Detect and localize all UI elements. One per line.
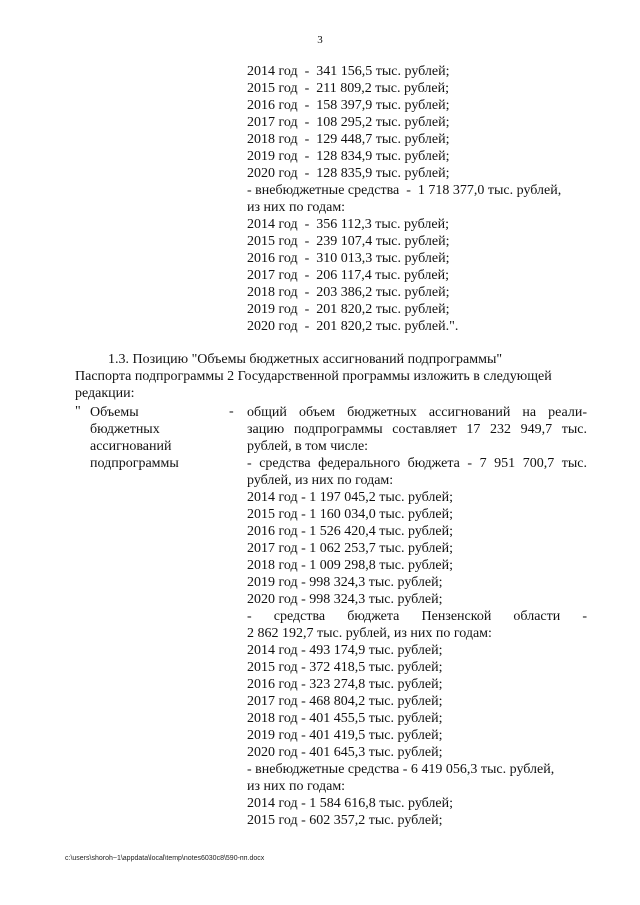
file-path-footer: c:\users\shoroh~1\appdata\local\temp\notes6030c8\590-пп.docx — [65, 855, 265, 862]
budget-line: 2014 год - 493 174,9 тыс. рублей; — [247, 643, 443, 658]
funding-line: 2019 год - 128 834,9 тыс. рублей; — [247, 149, 450, 164]
budget-line: 2014 год - 1 197 045,2 тыс. рублей; — [247, 490, 454, 505]
budget-line: 2020 год - 998 324,3 тыс. рублей; — [247, 592, 443, 607]
label-line: бюджетных — [90, 422, 160, 437]
budget-line: рублей, из них по годам: — [247, 473, 394, 488]
section-1-3-paragraph — [75, 351, 595, 402]
budget-line: рублей, в том числе: — [247, 439, 369, 454]
budget-line: 2017 год - 468 804,2 тыс. рублей; — [247, 694, 443, 709]
budget-line: - внебюджетные средства - 6 419 056,3 тыс. рублей, — [247, 762, 555, 777]
funding-line: 2016 год - 158 397,9 тыс. рублей; — [247, 98, 450, 113]
budget-line: 2018 год - 1 009 298,8 тыс. рублей; — [247, 558, 454, 573]
budget-line: 2015 год - 602 357,2 тыс. рублей; — [247, 813, 443, 828]
budget-line: - средства федерального бюджета - 7 951 700,7 тыс. — [247, 456, 587, 471]
funding-line: 2017 год - 206 117,4 тыс. рублей; — [247, 268, 449, 283]
budget-line: 2015 год - 372 418,5 тыс. рублей; — [247, 660, 443, 675]
funding-line: 2020 год - 128 835,9 тыс. рублей; — [247, 166, 450, 181]
budget-line: 2019 год - 401 419,5 тыс. рублей; — [247, 728, 443, 743]
budget-line: из них по годам: — [247, 779, 346, 794]
budget-line: 2020 год - 401 645,3 тыс. рублей; — [247, 745, 443, 760]
funding-line: - внебюджетные средства - 1 718 377,0 тыс. рублей, — [247, 183, 562, 198]
funding-line: 2014 год - 356 112,3 тыс. рублей; — [247, 217, 449, 232]
budget-line: 2 862 192,7 тыс. рублей, из них по годам: — [247, 626, 492, 641]
paragraph-line: редакции: — [75, 386, 135, 401]
budget-line: 2014 год - 1 584 616,8 тыс. рублей; — [247, 796, 454, 811]
paragraph-line: Паспорта подпрограммы 2 Государственной программы изложить в следующей — [75, 369, 552, 384]
label-line: подпрограммы — [90, 456, 179, 471]
budget-line: 2015 год - 1 160 034,0 тыс. рублей; — [247, 507, 454, 522]
funding-line: из них по годам: — [247, 200, 346, 215]
page-number: 3 — [317, 34, 323, 46]
funding-line: 2018 год - 129 448,7 тыс. рублей; — [247, 132, 450, 147]
budget-line: - средства бюджета Пензенской области - — [247, 609, 587, 624]
label-column — [90, 404, 220, 472]
funding-line: 2019 год - 201 820,2 тыс. рублей; — [247, 302, 450, 317]
budget-details-column — [247, 404, 587, 829]
funding-line: 2016 год - 310 013,3 тыс. рублей; — [247, 251, 450, 266]
paragraph-line: 1.3. Позицию "Объемы бюджетных ассигнований подпрограммы" — [108, 352, 503, 367]
funding-line: 2018 год - 203 386,2 тыс. рублей; — [247, 285, 450, 300]
label-dash: - — [229, 404, 234, 419]
budget-line: 2017 год - 1 062 253,7 тыс. рублей; — [247, 541, 454, 556]
funding-line: 2017 год - 108 295,2 тыс. рублей; — [247, 115, 450, 130]
opening-quote: " — [75, 404, 81, 419]
budget-line: 2018 год - 401 455,5 тыс. рублей; — [247, 711, 443, 726]
label-line: Объемы — [90, 405, 139, 420]
funding-line: 2015 год - 211 809,2 тыс. рублей; — [247, 81, 449, 96]
funding-line: 2014 год - 341 156,5 тыс. рублей; — [247, 64, 450, 79]
budget-line: 2019 год - 998 324,3 тыс. рублей; — [247, 575, 443, 590]
budget-line: 2016 год - 1 526 420,4 тыс. рублей; — [247, 524, 454, 539]
funding-line: 2020 год - 201 820,2 тыс. рублей.". — [247, 319, 459, 334]
funding-line: 2015 год - 239 107,4 тыс. рублей; — [247, 234, 450, 249]
budget-line: 2016 год - 323 274,8 тыс. рублей; — [247, 677, 443, 692]
budget-line: общий объем бюджетных ассигнований на реали- — [247, 405, 587, 420]
label-line: ассигнований — [90, 439, 172, 454]
budget-line: зацию подпрограммы составляет 17 232 949,7 тыс. — [247, 422, 587, 437]
